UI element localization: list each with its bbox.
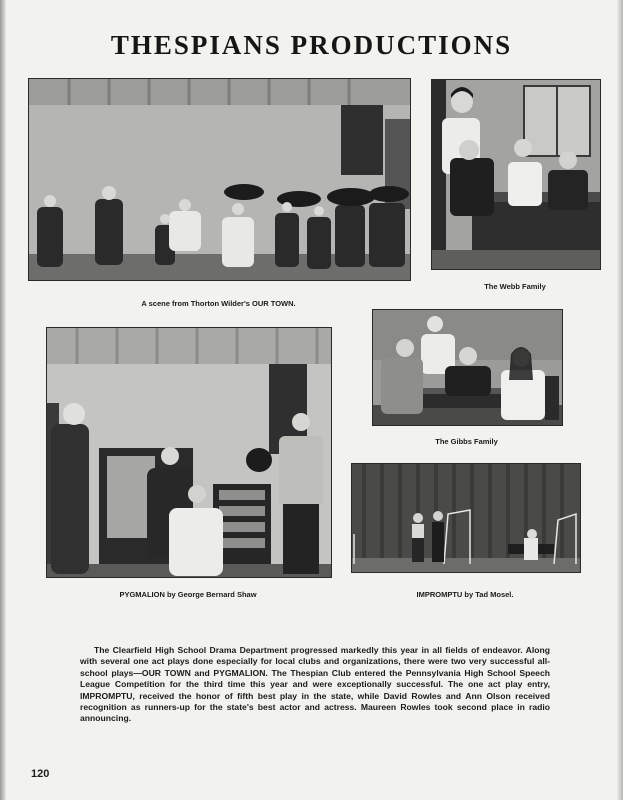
- page-title: THESPIANS PRODUCTIONS: [110, 30, 513, 60]
- photo-our-town: [28, 78, 411, 281]
- photo-gibbs-family: [372, 309, 563, 426]
- caption-impromptu: IMPROMPTU by Tad Mosel.: [416, 590, 514, 599]
- page-number: 120: [31, 768, 50, 780]
- page-edge-right: [617, 0, 623, 800]
- caption-our-town: A scene from Thorton Wilder's OUR TOWN.: [141, 299, 296, 308]
- photo-webb-family: [431, 79, 601, 270]
- photo-impromptu: [351, 463, 581, 573]
- caption-gibbs-family: The Gibbs Family: [435, 437, 498, 446]
- caption-webb-family: The Webb Family: [484, 282, 546, 291]
- photo-pygmalion: [46, 327, 332, 578]
- page-edge-left: [0, 0, 6, 800]
- caption-pygmalion: PYGMALION by George Bernard Shaw: [119, 590, 257, 599]
- body-paragraph: The Clearfield High School Drama Department progressed markedly this year in all fields of endeavor. Along with several one act plays done especially for local clubs and organizations, there were two very successful all-school plays—OUR TOWN and PYGMALION. The Thespian Club entered the Pennsylvania High School Speech League Competition for the third time this year and were exceptionally successful. The one act play entry, IMPROMPTU, received the honor of fifth best play in the state, while David Rowles and Ann Olson received recognition as runners-up for the state's best actor and actress. Maureen Rowles took second place in radio announcing.: [80, 645, 550, 724]
